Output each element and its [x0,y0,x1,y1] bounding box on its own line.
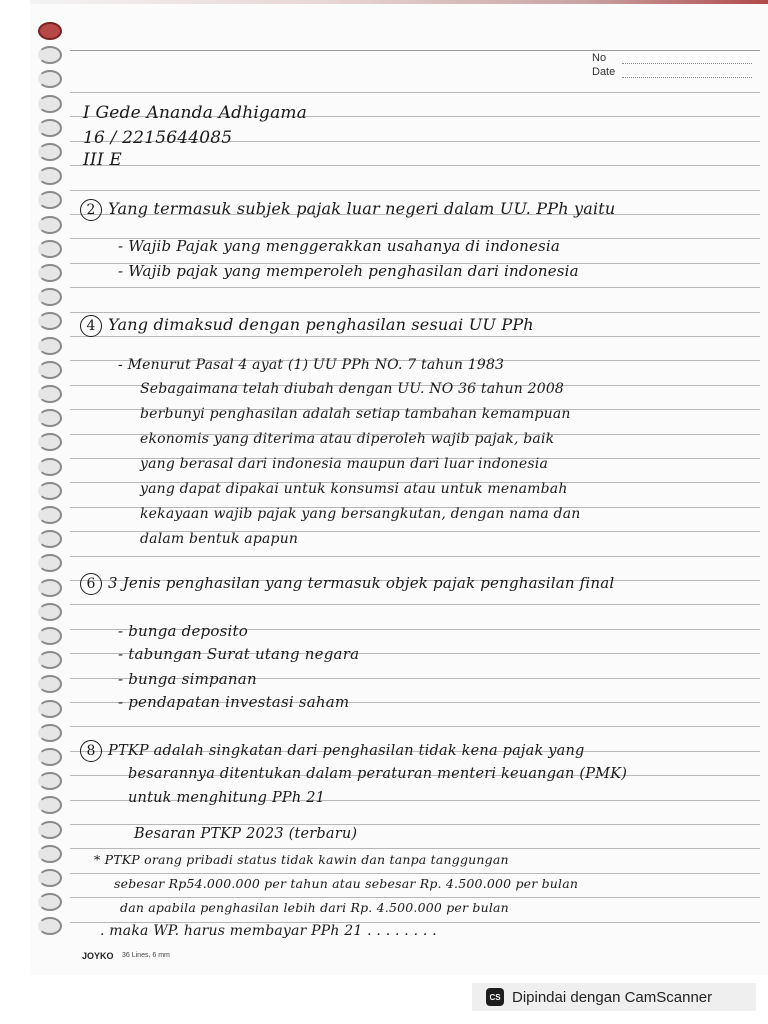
binding-ring [38,191,62,209]
q8-note-4: . maka WP. harus membayar PPh 21 . . . . . . . . [100,923,437,939]
q6-item-1: - bunga deposito [118,622,248,640]
ruled-line [70,897,760,898]
ruled-line [70,726,760,727]
binding-ring [38,603,62,621]
binding-ring [38,240,62,258]
q8-note-3: dan apabila penghasilan lebih dari Rp. 4.500.000 per bulan [120,900,509,915]
camscanner-watermark [472,983,756,1011]
binding-ring [38,748,62,766]
q8-heading [80,740,585,762]
no-label: No [592,52,607,64]
binding-ring [38,893,62,911]
binding-ring [38,530,62,548]
binding-ring [38,70,62,88]
student-class: III E [83,150,122,170]
ruled-line [70,604,760,605]
binding-ring [38,95,62,113]
binding-ring [38,651,62,669]
q4-line-6: yang dapat dipakai untuk konsumsi atau untuk menambah [140,481,568,497]
q4-title: Yang dimaksud dengan penghasilan sesuai UU PPh [108,315,534,334]
binding-ring [38,869,62,887]
binding-ring [38,675,62,693]
binding-ring [38,119,62,137]
binding-ring [38,917,62,935]
ruled-line [70,312,760,313]
header-rule [70,50,760,51]
q8-note-2: sebesar Rp54.000.000 per tahun atau sebesar Rp. 4.500.000 per bulan [114,876,579,891]
q4-line-8: dalam bentuk apapun [140,531,299,547]
q6-number: 6 [80,573,102,595]
q8-subtitle: Besaran PTKP 2023 (terbaru) [134,826,358,842]
binding-ring [38,506,62,524]
binding-ring [38,264,62,282]
camscanner-icon: CS [486,988,504,1006]
binding-ring [38,167,62,185]
ruled-line [70,92,760,93]
ruled-line [70,824,760,825]
binding-ring [38,579,62,597]
q4-line-1: - Menurut Pasal 4 ayat (1) UU PPh NO. 7 tahun 1983 [118,357,505,373]
q4-line-5: yang berasal dari indonesia maupun dari luar indonesia [140,456,548,472]
date-label: Date [592,66,616,78]
q4-line-7: kekayaan wajib pajak yang bersangkutan, dengan nama dan [140,506,581,522]
q8-line-2: besarannya ditentukan dalam peraturan menteri keuangan (PMK) [128,766,628,782]
no-field-line [622,63,752,64]
binding-ring [38,458,62,476]
binding-ring [38,216,62,234]
camscanner-text: Dipindai dengan CamScanner [512,988,713,1006]
q6-item-4: - pendapatan investasi saham [118,693,350,711]
notebook-line-spec: 36 Lines, 6 mm [122,952,170,959]
binding-ring [38,627,62,645]
binding-ring [38,46,62,64]
binding-ring [38,554,62,572]
binding-ring [38,361,62,379]
q4-line-3: berbunyi penghasilan adalah setiap tambahan kemampuan [140,406,571,422]
ruled-line [70,287,760,288]
q6-title: 3 Jenis penghasilan yang termasuk objek pajak penghasilan final [108,574,615,592]
binding-ring [38,312,62,330]
q6-item-3: - bunga simpanan [118,670,257,688]
binding-ring [38,337,62,355]
binding-ring [38,845,62,863]
binding-ring [38,433,62,451]
binding-ring [38,22,62,40]
ruled-line [70,556,760,557]
binding-ring [38,724,62,742]
binding-ring [38,772,62,790]
notebook-page [30,0,768,975]
date-field-line [622,77,752,78]
ruled-line [70,165,760,166]
binding-ring [38,143,62,161]
q8-number: 8 [80,740,102,762]
q6-item-2: - tabungan Surat utang negara [118,645,360,663]
binding-ring [38,482,62,500]
binding-ring [38,821,62,839]
student-id: 16 / 2215644085 [83,128,233,148]
q4-number: 4 [80,315,102,337]
binding-ring [38,796,62,814]
q2-item-1: - Wajib Pajak yang menggerakkan usahanya di indonesia [118,237,561,255]
q8-note-1: * PTKP orang pribadi status tidak kawin dan tanpa tanggungan [94,852,509,867]
binding-ring [38,385,62,403]
q4-line-2: Sebagaimana telah diubah dengan UU. NO 36 tahun 2008 [140,381,565,397]
page-top-edge [30,0,768,4]
binding-ring [38,288,62,306]
ruled-line [70,873,760,874]
ruled-line [70,190,760,191]
q2-title: Yang termasuk subjek pajak luar negeri dalam UU. PPh yaitu [108,199,616,218]
q2-number: 2 [80,199,102,221]
q4-line-4: ekonomis yang diterima atau diperoleh wajib pajak, baik [140,431,555,447]
q8-line-1: PTKP adalah singkatan dari penghasilan tidak kena pajak yang [108,743,585,759]
ruled-line [70,848,760,849]
q2-heading [80,199,615,221]
notebook-brand: JOYKO [82,951,114,961]
student-name: I Gede Ananda Adhigama [83,103,308,123]
q8-line-3: untuk menghitung PPh 21 [128,790,326,806]
binding-ring [38,409,62,427]
q6-heading [80,573,614,595]
q4-heading [80,315,534,337]
q2-item-2: - Wajib pajak yang memperoleh penghasilan dari indonesia [118,262,579,280]
binding-ring [38,700,62,718]
spiral-binding [30,0,62,975]
